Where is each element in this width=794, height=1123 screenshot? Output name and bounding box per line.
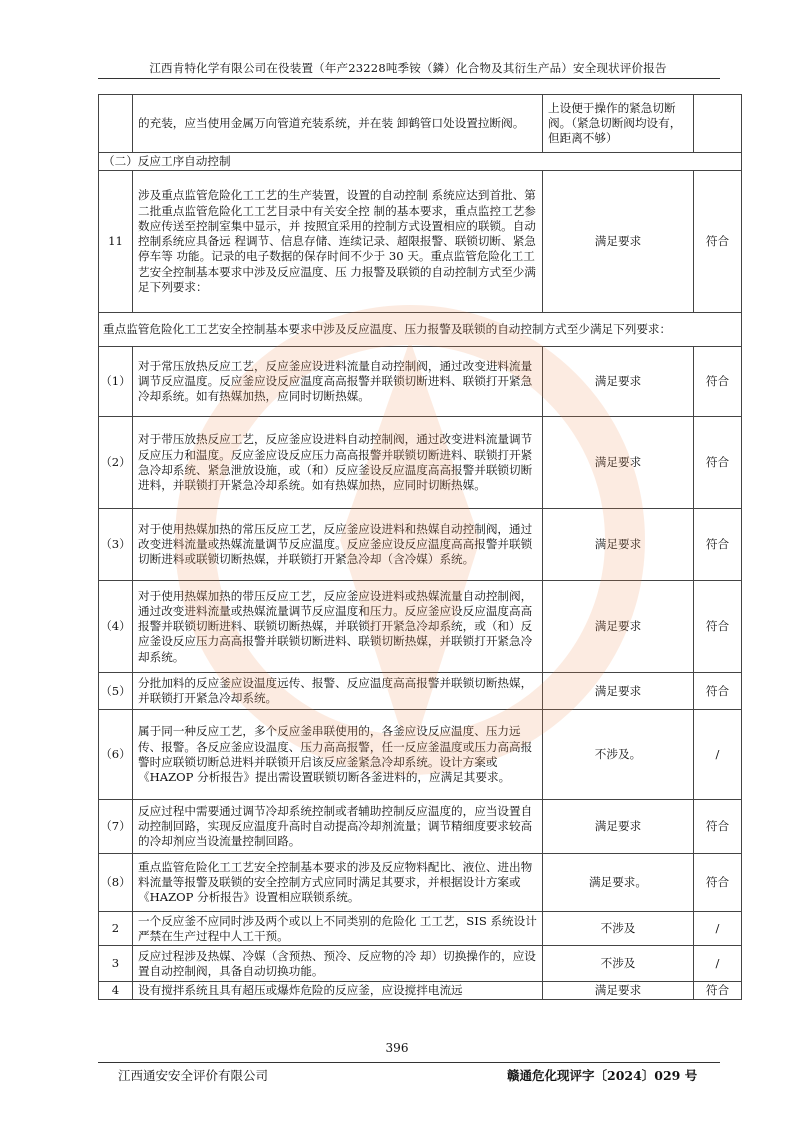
cell-result: 符合 xyxy=(694,673,742,710)
subrow xyxy=(99,800,742,854)
cell-num xyxy=(99,95,133,153)
cell-measure: 满足要求 xyxy=(543,171,694,313)
cell-content: 对于使用热媒加热的带压反应工艺，反应釜应设进料或热媒流量自动控制阀，通过改变进料流量或热媒流量调节反应温度和压力。反应釜应设反应温度高高报警并联锁切断进料、联锁切断热媒，并联锁打开紧急冷却系统，或（和）反应釜设反应压力高高报警并联锁切断进料、联锁切断热媒，并联锁打开紧急冷却系统。 xyxy=(133,581,543,673)
cell-num: （4） xyxy=(99,581,133,673)
intro-text: 重点监管危险化工工艺安全控制基本要求中涉及反应温度、压力报警及联锁的自动控制方式至少满足下列要求： xyxy=(99,313,742,347)
cell-num: （1） xyxy=(99,347,133,417)
cell-result: 符合 xyxy=(694,417,742,509)
cell-content: 一个反应釜不应同时涉及两个或以上不同类别的危险化 工工艺，SIS 系统设计严禁在生产过程中人工干预。 xyxy=(133,912,543,946)
cell-content: 对于常压放热反应工艺，反应釜应设进料流量自动控制阀，通过改变进料流量调节反应温度。反应釜应设反应温度高高报警并联锁切断进料、联锁打开紧急冷却系统。如有热媒加热，应同时切断热媒。 xyxy=(133,347,543,417)
table-row xyxy=(99,946,742,982)
cell-measure: 满足要求 xyxy=(543,982,694,1000)
cell-measure: 满足要求 xyxy=(543,581,694,673)
cell-measure: 上设便于操作的紧急切断阀。（紧急切断阀均设有，但距离不够） xyxy=(543,95,694,153)
cell-content: 反应过程中需要通过调节冷却系统控制或者辅助控制反应温度的，应当设置自动控制回路，实现反应温度升高时自动提高冷却剂流量；调节精细度要求较高的冷却剂应当设流量控制回路。 xyxy=(133,800,543,854)
footer-divider xyxy=(98,1062,720,1063)
cell-num: （8） xyxy=(99,854,133,912)
subrow xyxy=(99,509,742,581)
subrow xyxy=(99,417,742,509)
cell-content: 属于同一种反应工艺，多个反应釜串联使用的，各釜应设反应温度、压力远传、报警。各反应釜应设温度、压力高高报警，任一反应釜温度或压力高高报警时应联锁切断总进料并联锁开启该反应釜紧急冷却系统。设计方案或《HAZOP 分析报告》提出需设置联锁切断各釜进料的，应满足其要求。 xyxy=(133,710,543,800)
cell-result: / xyxy=(694,946,742,982)
subrow xyxy=(99,854,742,912)
intro-row xyxy=(99,313,742,347)
cell-measure: 不涉及 xyxy=(543,946,694,982)
continuation-row xyxy=(99,95,742,153)
cell-content: 反应过程涉及热媒、冷媒（含预热、预冷、反应物的冷 却）切换操作的，应设置自动控制阀，具备自动切换功能。 xyxy=(133,946,543,982)
table-row xyxy=(99,912,742,946)
cell-num: 2 xyxy=(99,912,133,946)
cell-num: （6） xyxy=(99,710,133,800)
cell-num: （7） xyxy=(99,800,133,854)
cell-content: 对于使用热媒加热的常压反应工艺，反应釜应设进料和热媒自动控制阀，通过改变进料流量或热媒流量调节反应温度。反应釜应设反应温度高高报警并联锁切断进料或联锁切断热媒，并联锁打开紧急冷却（含冷媒）系统。 xyxy=(133,509,543,581)
cell-measure: 满足要求 xyxy=(543,417,694,509)
section-title-row xyxy=(99,153,742,171)
subrow xyxy=(99,581,742,673)
table-row xyxy=(99,982,742,1000)
cell-result: 符合 xyxy=(694,800,742,854)
cell-content: 分批加料的反应釜应设温度远传、报警、反应温度高高报警并联锁切断热媒，并联锁打开紧急冷却系统。 xyxy=(133,673,543,710)
cell-num: （2） xyxy=(99,417,133,509)
header-divider xyxy=(98,78,720,79)
cell-num: 11 xyxy=(99,171,133,313)
checklist-table xyxy=(98,94,742,1000)
subrow xyxy=(99,710,742,800)
cell-num: 3 xyxy=(99,946,133,982)
subrow xyxy=(99,673,742,710)
cell-num: 4 xyxy=(99,982,133,1000)
cell-result: / xyxy=(694,912,742,946)
cell-result xyxy=(694,95,742,153)
cell-measure: 满足要求 xyxy=(543,800,694,854)
cell-content: 的充装，应当使用金属万向管道充装系统，并在装 卸鹤管口处设置拉断阀。 xyxy=(133,95,543,153)
footer-company: 江西通安安全评价有限公司 xyxy=(118,1068,269,1083)
cell-result: 符合 xyxy=(694,509,742,581)
cell-measure: 不涉及 xyxy=(543,912,694,946)
page-header: 江西肯特化学有限公司在役装置（年产23228吨季铵（鏻）化合物及其衍生产品）安全现状评价报告 xyxy=(149,61,667,75)
row-11 xyxy=(99,171,742,313)
cell-content: 涉及重点监管危险化工工艺的生产装置，设置的自动控制 系统应达到首批、第二批重点监管危险化工工艺目录中有关安全控 制的基本要求，重点监控工艺参数应传送至控制室集中显示，并 按照宜采用的控制方式设置相应的联锁。自动控制系统应具备远 程调节、信息存储、连续记录、超限报警、联锁切断、紧急停车等 功能。记录的电子数据的保存时间不少于 30 天。重点监管危险化工工艺安全控制基本要求中涉及反应温度、压 力报警及联锁的自动控制方式至少满足下列要求： xyxy=(133,171,543,313)
footer-report-number: 赣通危化现评字〔2024〕029 号 xyxy=(507,1068,698,1083)
cell-measure: 不涉及。 xyxy=(543,710,694,800)
cell-result: 符合 xyxy=(694,347,742,417)
cell-measure: 满足要求 xyxy=(543,347,694,417)
section-title: （二）反应工序自动控制 xyxy=(99,153,742,171)
cell-num: （3） xyxy=(99,509,133,581)
subrow xyxy=(99,347,742,417)
cell-result: 符合 xyxy=(694,581,742,673)
cell-measure: 满足要求 xyxy=(543,509,694,581)
cell-content: 对于带压放热反应工艺，反应釜应设进料自动控制阀，通过改变进料流量调节反应压力和温度。反应釜应设反应压力高高报警并联锁切断进料、联锁打开紧急冷却系统、紧急泄放设施，或（和）反应釜设反应温度高高报警并联锁切断进料，并联锁打开紧急冷却系统。如有热媒加热，应同时切断热媒。 xyxy=(133,417,543,509)
cell-result: / xyxy=(694,710,742,800)
cell-result: 符合 xyxy=(694,854,742,912)
cell-measure: 满足要求。 xyxy=(543,854,694,912)
cell-content: 设有搅拌系统且具有超压或爆炸危险的反应釜，应设搅拌电流远 xyxy=(133,982,543,1000)
cell-result: 符合 xyxy=(694,982,742,1000)
cell-measure: 满足要求 xyxy=(543,673,694,710)
cell-content: 重点监管危险化工工艺安全控制基本要求的涉及反应物料配比、液位、进出物料流量等报警及联锁的安全控制方式应同时满足其要求，并根据设计方案或《HAZOP 分析报告》设置相应联锁系统。 xyxy=(133,854,543,912)
cell-result: 符合 xyxy=(694,171,742,313)
cell-num: （5） xyxy=(99,673,133,710)
page-number: 396 xyxy=(385,1041,409,1055)
